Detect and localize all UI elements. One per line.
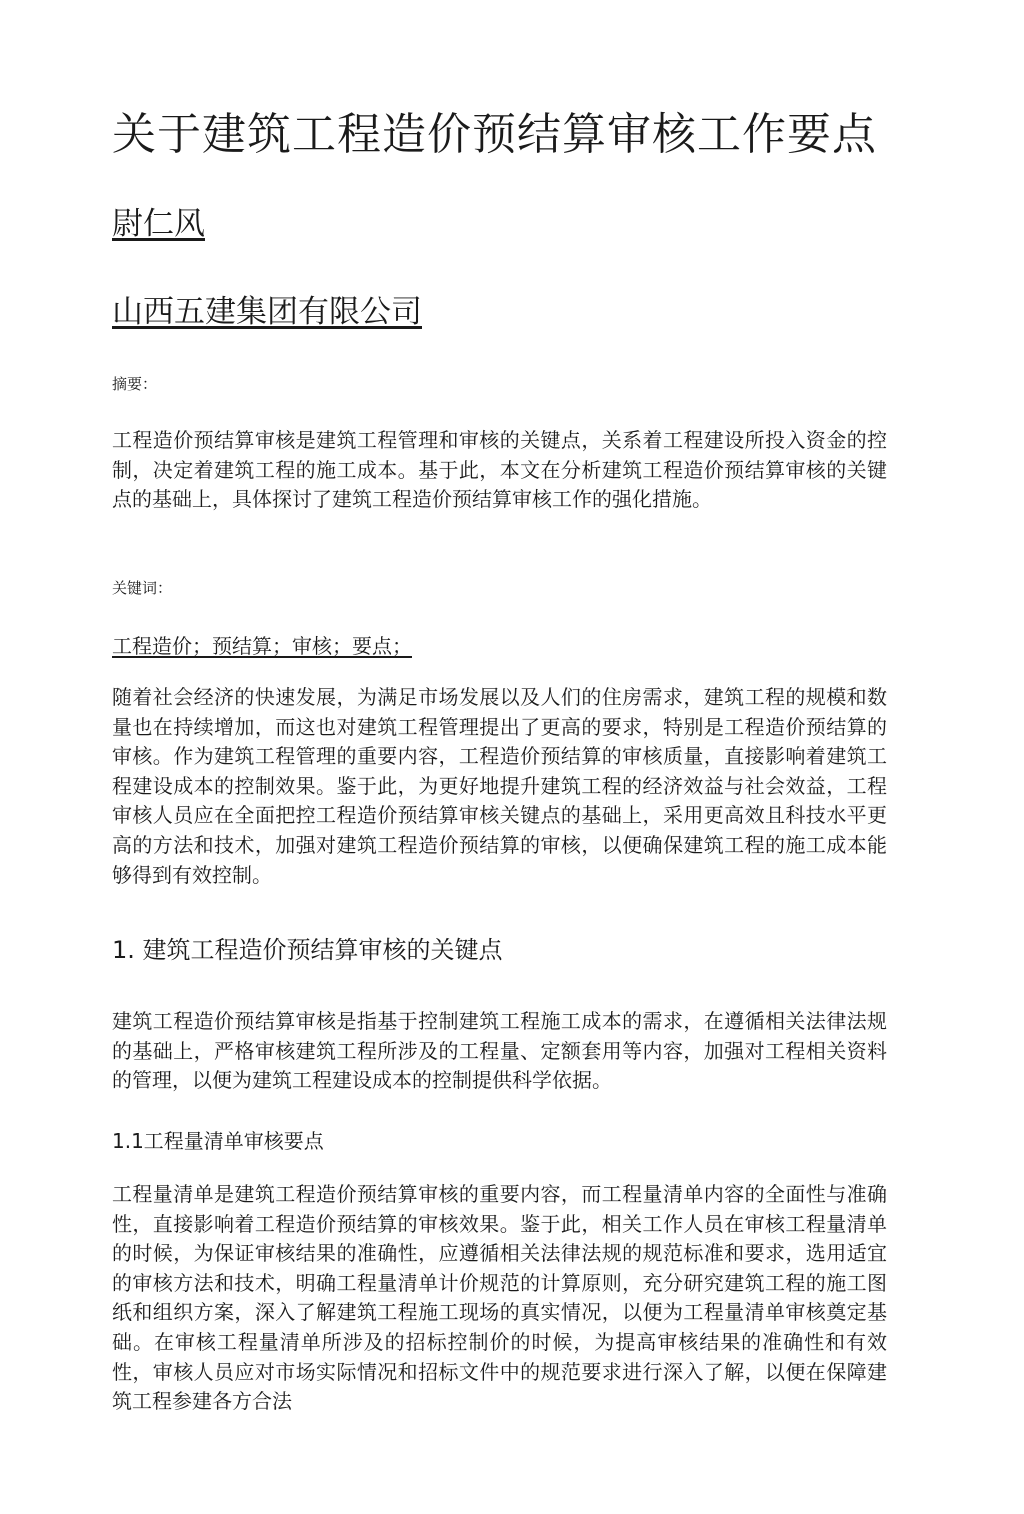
abstract-label: 摘要： xyxy=(112,375,158,393)
document-title: 关于建筑工程造价预结算审核工作要点 xyxy=(112,109,877,160)
abstract-text: 工程造价预结算审核是建筑工程管理和审核的关键点，关系着工程建设所投入资金的控制，决定着建筑工程的施工成本。基于此，本文在分析建筑工程造价预结算审核的关键点的基础上，具体探讨了建筑工程造价预结算审核工作的强化措施。 xyxy=(112,428,887,512)
author-name: 尉仁风 xyxy=(112,206,205,242)
section-1-paragraph: 建筑工程造价预结算审核是指基于控制建筑工程施工成本的需求，在遵循相关法律法规的基础上，严格审核建筑工程所涉及的工程量、定额套用等内容，加强对工程相关资料的管理，以便为建筑工程建设成本的控制提供科学依据。 xyxy=(112,1009,887,1093)
keywords-text: 工程造价；预结算；审核；要点； xyxy=(112,634,412,658)
subsection-1-1-heading: 1.1工程量清单审核要点 xyxy=(112,1129,324,1153)
keywords-label: 关键词： xyxy=(112,579,173,597)
section-1-heading: 1. 建筑工程造价预结算审核的关键点 xyxy=(112,936,503,964)
intro-paragraph: 随着社会经济的快速发展，为满足市场发展以及人们的住房需求，建筑工程的规模和数量也在持续增加，而这也对建筑工程管理提出了更高的要求，特别是工程造价预结算的审核。作为建筑工程管理的重要内容，工程造价预结算的审核质量，直接影响着建筑工程建设成本的控制效果。鉴于此，为更好地提升建筑工程的经济效益与社会效益，工程审核人员应在全面把控工程造价预结算审核关键点的基础上，采用更高效且科技水平更高的方法和技术，加强对建筑工程造价预结算的审核，以便确保建筑工程的施工成本能够得到有效控制。 xyxy=(112,685,887,887)
subsection-1-1-paragraph: 工程量清单是建筑工程造价预结算审核的重要内容，而工程量清单内容的全面性与准确性，直接影响着工程造价预结算的审核效果。鉴于此，相关工作人员在审核工程量清单的时候，为保证审核结果的准确性，应遵循相关法律法规的规范标准和要求，选用适宜的审核方法和技术，明确工程量清单计价规范的计算原则，充分研究建筑工程的施工图纸和组织方案，深入了解建筑工程施工现场的真实情况，以便为工程量清单审核奠定基础。在审核工程量清单所涉及的招标控制价的时候，为提高审核结果的准确性和有效性，审核人员应对市场实际情况和招标文件中的规范要求进行深入了解，以便在保障建筑工程参建各方合法 xyxy=(112,1182,887,1414)
author-organization: 山西五建集团有限公司 xyxy=(112,294,422,330)
